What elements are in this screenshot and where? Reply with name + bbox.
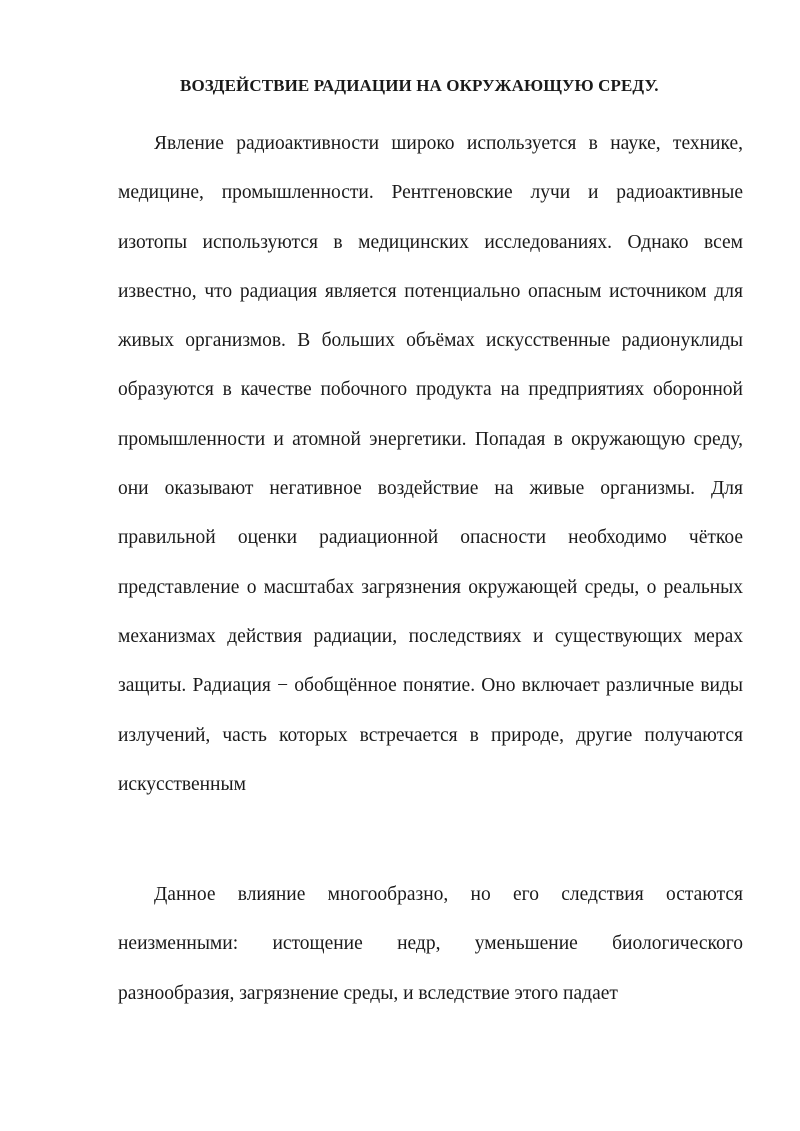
- paragraph-1: Явление радиоактивности широко используется в науке, технике, медицине, промышленности. Рентгеновские лучи и радиоактивные изотопы используются в медицинских исследованиях. Однако всем известно, что радиация является потенциально опасным источником для живых организмов. В больших объёмах искусственные радионуклиды образуются в качестве побочного продукта на предприятиях оборонной промышленности и атомной энергетики. Попадая в окружающую среду, они оказывают негативное воздействие на живые организмы. Для правильной оценки радиационной опасности необходимо чёткое представление о масштабах загрязнения окружающей среды, о реальных механизмах действия радиации, последствиях и существующих мерах защиты. Радиация − обобщённое понятие. Оно включает различные виды излучений, часть которых встречается в природе, другие получаются искусственным: [118, 133, 743, 795]
- paragraph-2: Данное влияние многообразно, но его следствия остаются неизменными: истощение недр, уменьшение биологического разнообразия, загрязнение среды, и вследствие этого падает: [118, 884, 743, 1004]
- document-title: ВОЗДЕЙСТВИЕ РАДИАЦИИ НА ОКРУЖАЮЩУЮ СРЕДУ.: [180, 76, 659, 95]
